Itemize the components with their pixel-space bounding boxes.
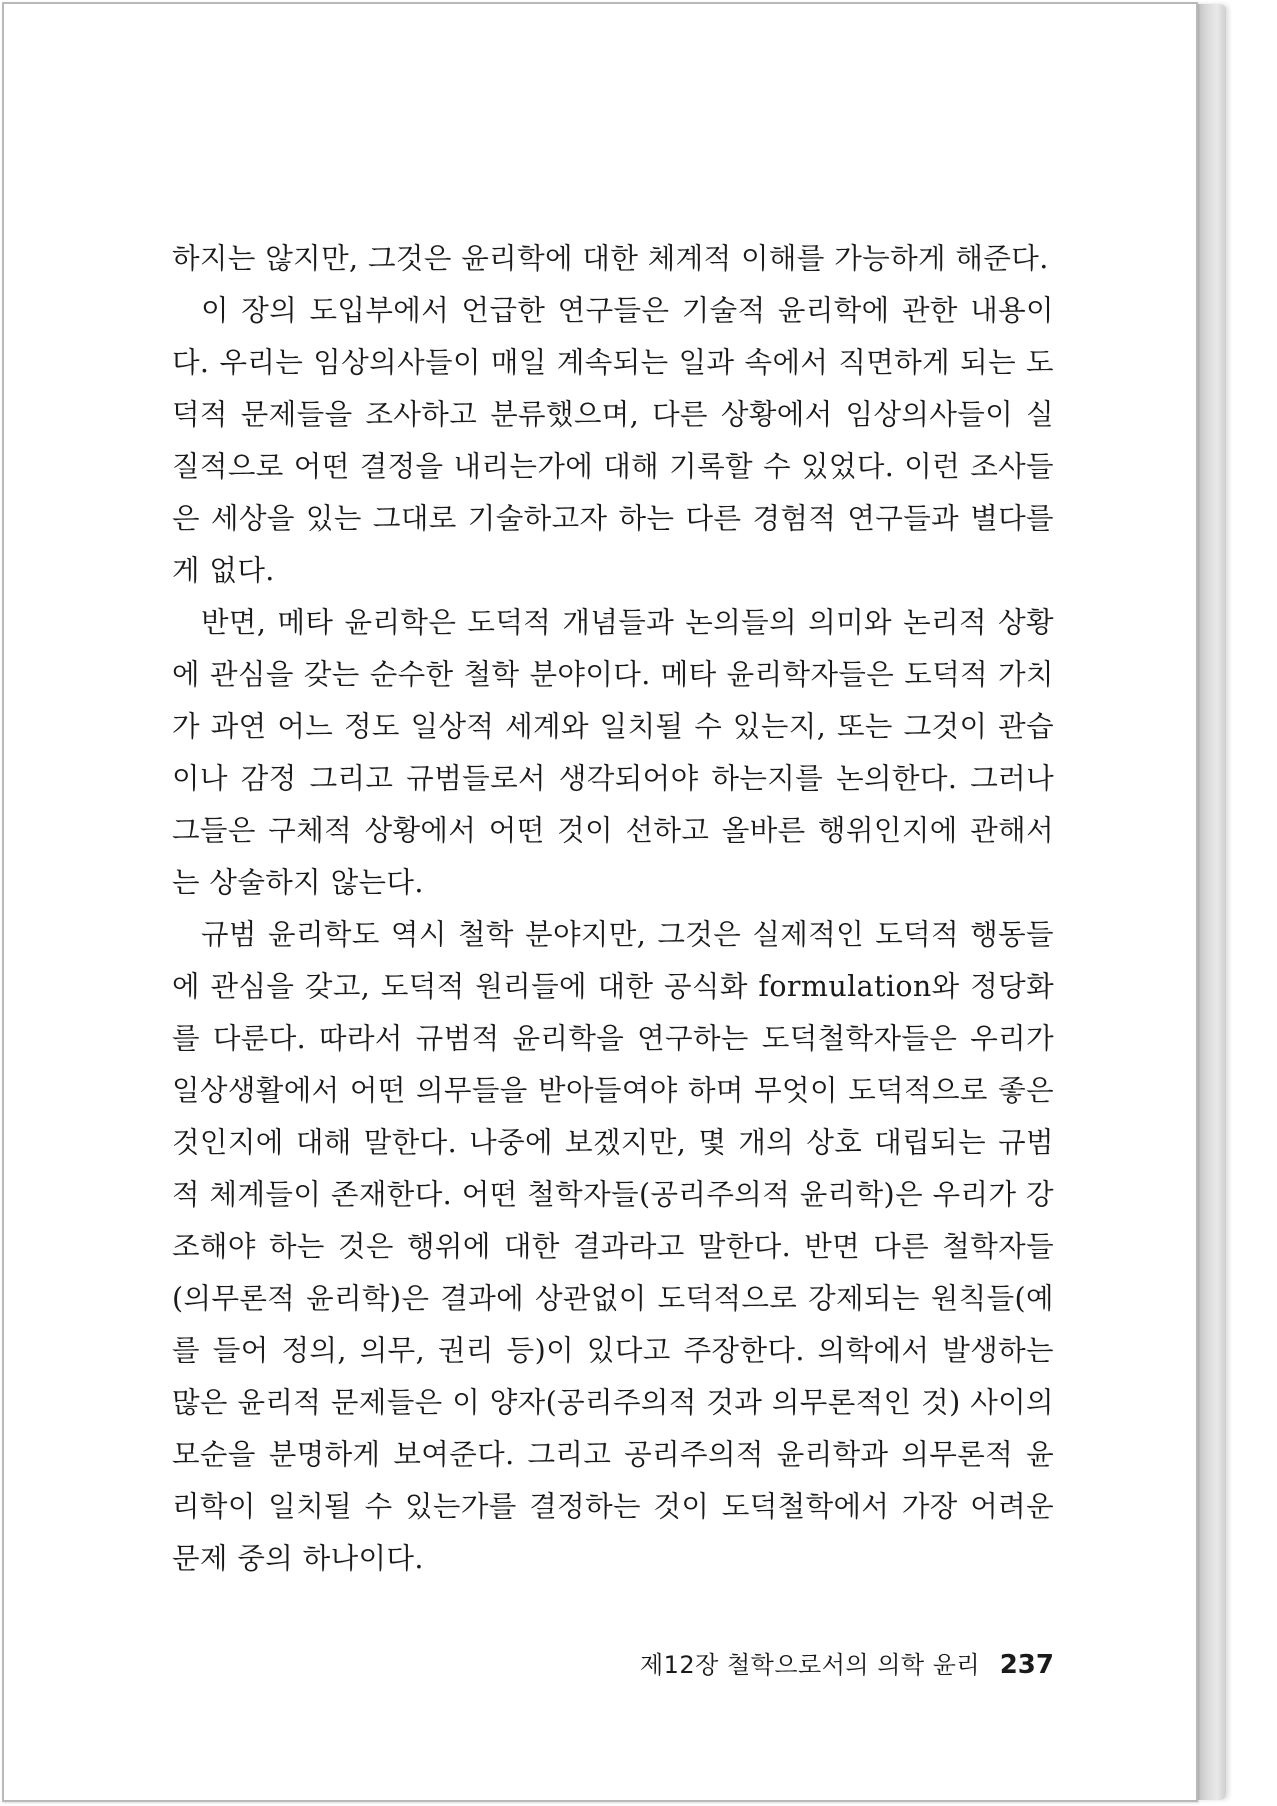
page-edge-stack (1196, 4, 1226, 1800)
paragraph-1: 하지는 않지만, 그것은 윤리학에 대한 체계적 이해를 가능하게 해준다. (172, 242, 1049, 275)
paragraph-4: 규범 윤리학도 역시 철학 분야지만, 그것은 실제적인 도덕적 행동들에 관심을 갖고, 도덕적 원리들에 대한 공식화 formulation와 정당화를 다룬다. 따라서 규범적 윤리학을 연구하는 도덕철학자들은 우리가 일상생활에서 어떤 의무들을 받아들여야 하며 무엇이 도덕적으로 좋은 것인지에 대해 말한다. 나중에 보겠지만, 몇 개의 상호 대립되는 규범적 체계들이 존재한다. 어떤 철학자들(공리주의적 윤리학)은 우리가 강조해야 하는 것은 행위에 대한 결과라고 말한다. 반면 다른 철학자들(의무론적 윤리학)은 결과에 상관없이 도덕적으로 강제되는 원칙들(예를 들어 정의, 의무, 권리 등)이 있다고 주장한다. 의학에서 발생하는 많은 윤리적 문제들은 이 양자(공리주의적 것과 의무론적인 것) 사이의 모순을 분명하게 보여준다. 그리고 공리주의적 윤리학과 의무론적 윤리학이 일치될 수 있는가를 결정하는 것이 도덕철학에서 가장 어려운 문제 중의 하나이다. (172, 918, 1054, 1575)
page (2, 2, 1198, 1802)
body-text (172, 233, 1054, 1585)
page-number: 237 (999, 1650, 1054, 1680)
chapter-title: 제12장 철학으로서의 의학 윤리 (639, 1651, 981, 1679)
paragraph-3: 반면, 메타 윤리학은 도덕적 개념들과 논의들의 의미와 논리적 상황에 관심을 갖는 순수한 철학 분야이다. 메타 윤리학자들은 도덕적 가치가 과연 어느 정도 일상적 세계와 일치될 수 있는지, 또는 그것이 관습이나 감정 그리고 규범들로서 생각되어야 하는지를 논의한다. 그러나 그들은 구체적 상황에서 어떤 것이 선하고 올바른 행위인지에 관해서는 상술하지 않는다. (172, 606, 1054, 899)
running-footer (4, 1645, 1054, 1680)
paragraph-2: 이 장의 도입부에서 언급한 연구들은 기술적 윤리학에 관한 내용이다. 우리는 임상의사들이 매일 계속되는 일과 속에서 직면하게 되는 도덕적 문제들을 조사하고 분류했으며, 다른 상황에서 임상의사들이 실질적으로 어떤 결정을 내리는가에 대해 기록할 수 있었다. 이런 조사들은 세상을 있는 그대로 기술하고자 하는 다른 경험적 연구들과 별다를 게 없다. (172, 294, 1054, 587)
